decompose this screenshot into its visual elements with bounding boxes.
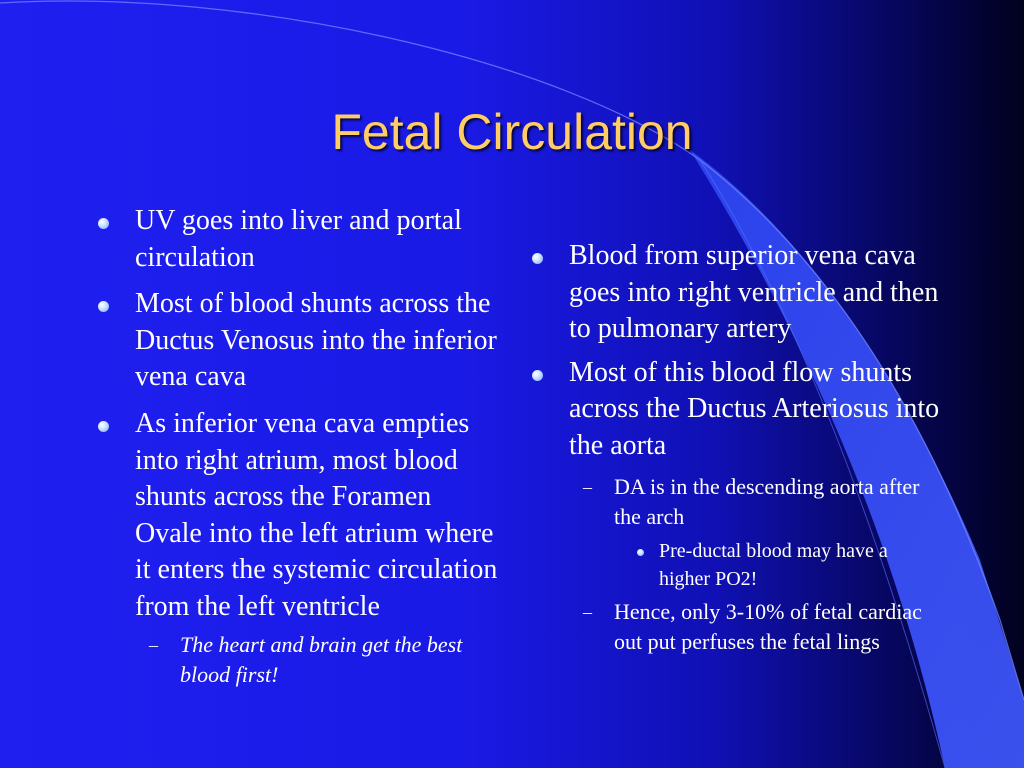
left-bullet-2 bbox=[98, 286, 503, 396]
right-subbullet-1-text: DA is in the descending aorta after the arch bbox=[614, 473, 920, 529]
right-bullet-1 bbox=[532, 238, 942, 348]
left-bullet-3 bbox=[98, 406, 503, 626]
dash-marker-icon: – bbox=[149, 634, 158, 655]
right-subsubbullet-1 bbox=[532, 537, 942, 593]
bullet-dot-icon bbox=[98, 218, 109, 229]
left-column bbox=[98, 203, 503, 698]
dash-marker-icon: – bbox=[583, 601, 592, 622]
left-bullet-2-text: Most of blood shunts across the Ductus Venosus into the inferior vena cava bbox=[135, 288, 497, 393]
slide-title: Fetal Circulation bbox=[331, 104, 693, 160]
right-subbullet-2-text: Hence, only 3-10% of fetal cardiac out put perfuses the fetal lings bbox=[614, 598, 922, 654]
right-column bbox=[532, 238, 942, 662]
right-bullet-2-text: Most of this blood flow shunts across the Ductus Arteriosus into the aorta bbox=[569, 356, 940, 461]
right-bullet-1-text: Blood from superior vena cava goes into right ventricle and then to pulmonary artery bbox=[569, 240, 939, 345]
right-bullet-2 bbox=[532, 355, 942, 465]
bullet-dot-icon bbox=[532, 253, 543, 264]
right-subbullet-2 bbox=[532, 597, 942, 657]
bullet-dot-icon bbox=[98, 301, 109, 312]
right-subbullet-1 bbox=[532, 472, 942, 532]
bullet-dot-icon bbox=[532, 370, 543, 381]
left-subbullet-1-text: The heart and brain get the best blood first! bbox=[180, 631, 463, 687]
right-subsubbullet-1-text: Pre-ductal blood may have a higher PO2! bbox=[659, 539, 888, 590]
left-bullet-3-text: As inferior vena cava empties into right atrium, most blood shunts across the Foramen Ovale into the left atrium where it enters the systemic circulation from the left ventricle bbox=[135, 407, 498, 622]
bullet-dot-icon bbox=[98, 421, 109, 432]
dash-marker-icon: – bbox=[583, 476, 592, 497]
small-bullet-dot-icon bbox=[637, 549, 644, 556]
left-subbullet-1 bbox=[98, 630, 503, 690]
left-bullet-1 bbox=[98, 203, 503, 276]
left-bullet-1-text: UV goes into liver and portal circulation bbox=[135, 205, 462, 273]
